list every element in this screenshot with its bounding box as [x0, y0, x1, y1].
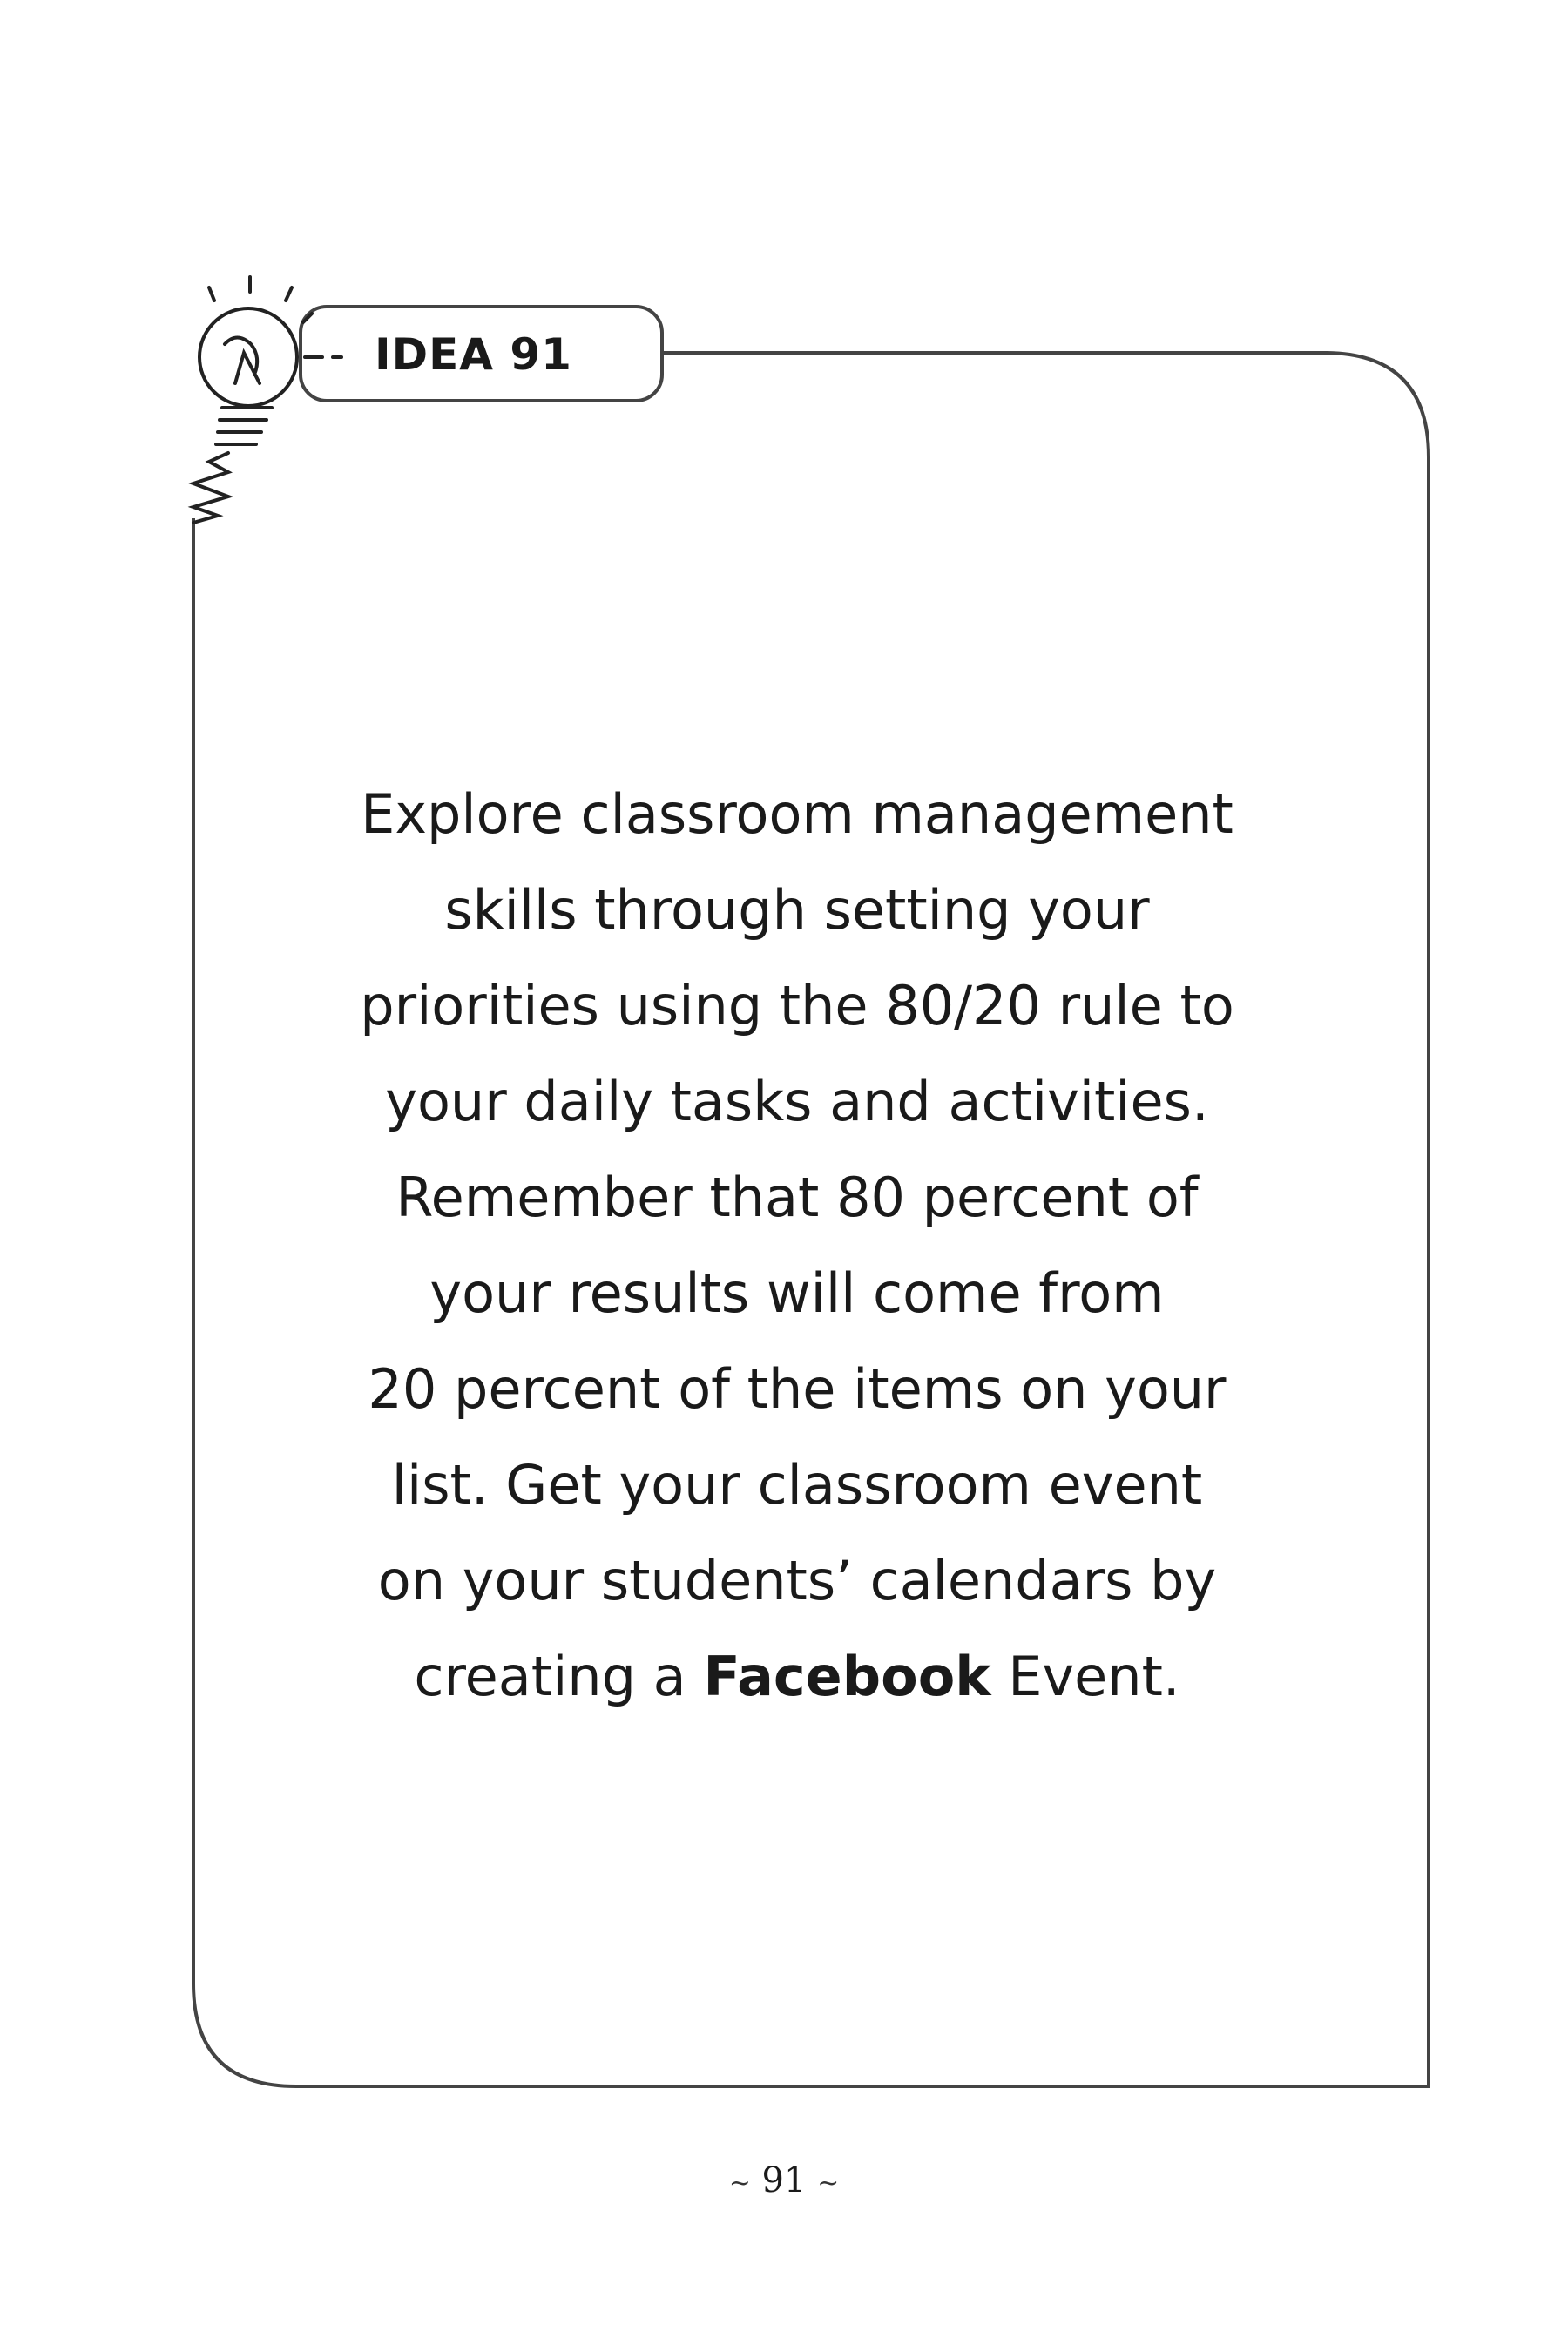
flourish-right-icon: ~ — [817, 2167, 840, 2199]
body-line: Remember that 80 percent of — [395, 1166, 1199, 1229]
body-last-line — [235, 1629, 1359, 1725]
body-line: your results will come from — [429, 1261, 1165, 1325]
body-last-prefix: creating a — [414, 1645, 686, 1708]
body-last-suffix: Event. — [1008, 1645, 1180, 1708]
idea-body — [235, 767, 1359, 1725]
page-number: 91 — [761, 2160, 807, 2200]
flourish-left-icon: ~ — [728, 2167, 751, 2199]
brand-name: Facebook — [703, 1645, 991, 1708]
body-line: priorities using the 80/20 rule to — [360, 974, 1234, 1037]
body-line: list. Get your classroom event — [391, 1453, 1203, 1517]
body-line: Explore classroom management — [361, 782, 1233, 846]
idea-label: IDEA 91 — [375, 329, 572, 380]
body-line: skills through setting your — [444, 878, 1150, 942]
body-line: on your students’ calendars by — [377, 1549, 1217, 1612]
body-line: 20 percent of the items on your — [368, 1357, 1227, 1421]
page-footer — [0, 2160, 1568, 2200]
body-line: your daily tasks and activities. — [385, 1070, 1209, 1133]
